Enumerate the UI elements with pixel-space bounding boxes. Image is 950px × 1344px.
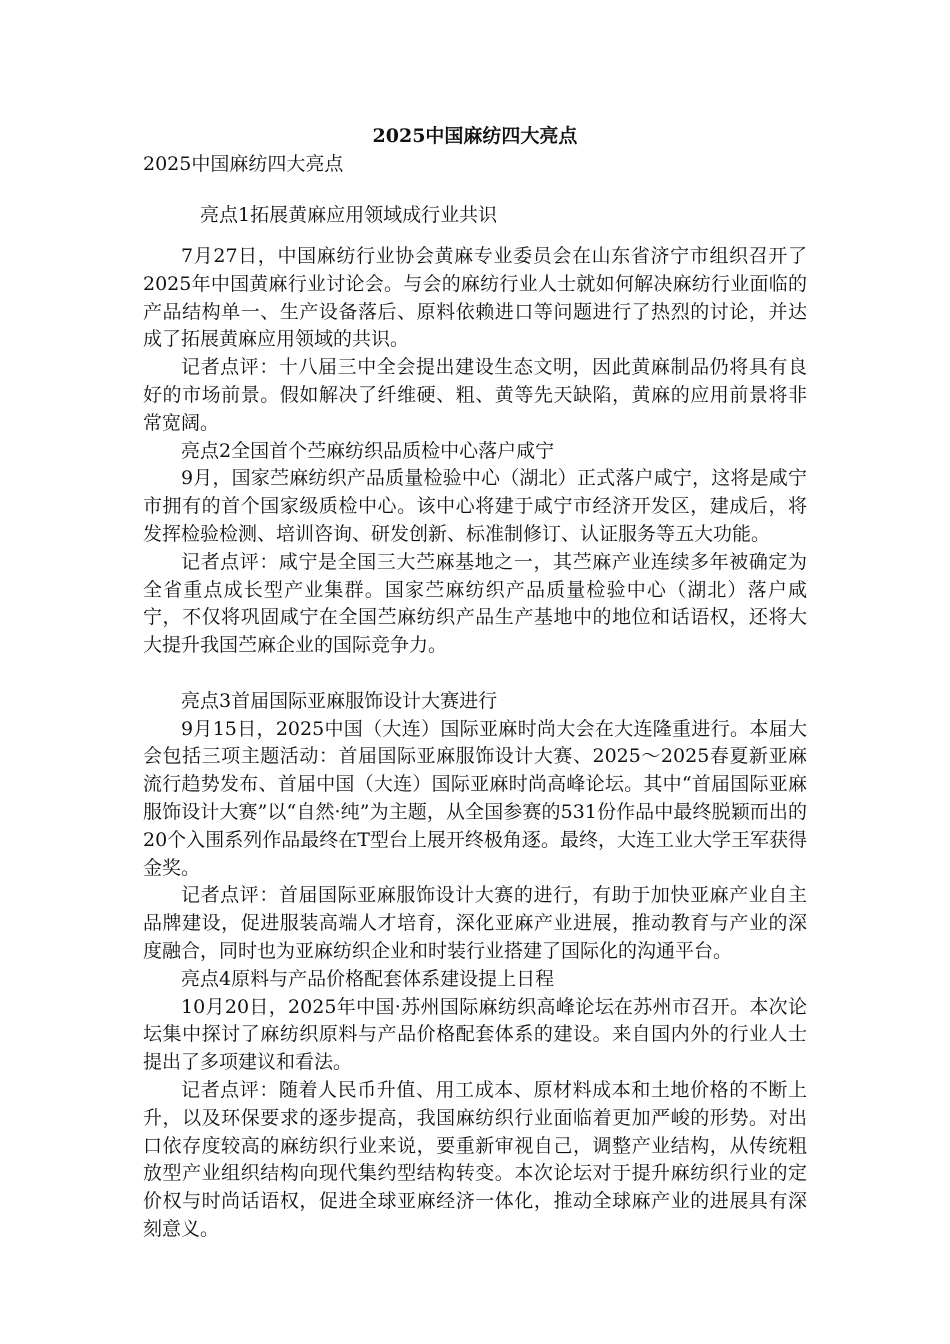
blank-line xyxy=(143,660,807,688)
section-4-news-paragraph: 10月20日，2025年中国·苏州国际麻纺织高峰论坛在苏州市召开。本次论坛集中探讨了麻纺织原料与产品价格配套体系的建设。来自国内外的行业人士提出了多项建议和看法。 xyxy=(143,995,807,1074)
section-1-heading: 亮点1拓展黄麻应用领域成行业共识 xyxy=(200,204,498,226)
section-4-comment-paragraph: 记者点评：随着人民币升值、用工成本、原材料成本和土地价格的不断上升，以及环保要求的逐步提高，我国麻纺织行业面临着更加严峻的形势。对出口依存度较高的麻纺织行业来说，要重新审视自己，调整产业结构，从传统粗放型产业组织结构向现代集约型结构转变。本次论坛对于提升麻纺织行业的定价权与时尚话语权，促进全球亚麻经济一体化，推动全球麻产业的进展具有深刻意义。 xyxy=(143,1078,807,1240)
section-4-heading: 亮点4原料与产品价格配套体系建设提上日程 xyxy=(181,967,555,990)
document-subtitle: 2025中国麻纺四大亮点 xyxy=(143,153,344,175)
section-1-news-paragraph: 7月27日，中国麻纺行业协会黄麻专业委员会在山东省济宁市组织召开了2025年中国黄麻行业讨论会。与会的麻纺行业人士就如何解决麻纺行业面临的产品结构单一、生产设备落后、原料依赖进口等问题进行了热烈的讨论，并达成了拓展黄麻应用领域的共识。 xyxy=(143,245,807,351)
section-2-heading: 亮点2全国首个苎麻纺织品质检中心落户咸宁 xyxy=(181,439,555,462)
section-3-comment-paragraph: 记者点评：首届国际亚麻服饰设计大赛的进行，有助于加快亚麻产业自主品牌建设，促进服装高端人才培育，深化亚麻产业进展，推动教育与产业的深度融合，同时也为亚麻纺织企业和时装行业搭建了国际化的沟通平台。 xyxy=(143,884,807,962)
section-3-news-paragraph: 9月15日，2025中国（大连）国际亚麻时尚大会在大连隆重进行。本届大会包括三项主题活动：首届国际亚麻服饰设计大赛、2025～2025春夏新亚麻流行趋势发布、首届中国（大连）国际亚麻时尚高峰论坛。其中“首届国际亚麻服饰设计大赛”以“自然·纯”为主题，从全国参赛的531份作品中最终脱颖而出的20个入围系列作品最终在T型台上展开终极角逐。最终，大连工业大学王军获得金奖。 xyxy=(143,717,807,879)
document-title: 2025中国麻纺四大亮点 xyxy=(372,125,578,147)
section-1-comment-paragraph: 记者点评：十八届三中全会提出建设生态文明，因此黄麻制品仍将具有良好的市场前景。假如解决了纤维硬、粗、黄等先天缺陷，黄麻的应用前景将非常宽阔。 xyxy=(143,356,807,434)
document-body xyxy=(143,243,807,1244)
section-3-heading: 亮点3首届国际亚麻服饰设计大赛进行 xyxy=(181,689,498,712)
section-2-news-paragraph: 9月，国家苎麻纺织产品质量检验中心（湖北）正式落户咸宁，这将是咸宁市拥有的首个国家级质检中心。该中心将建于咸宁市经济开发区，建成后，将发挥检验检测、培训咨询、研发创新、标准制修订、认证服务等五大功能。 xyxy=(143,467,807,545)
section-2-comment-paragraph: 记者点评：咸宁是全国三大苎麻基地之一，其苎麻产业连续多年被确定为全省重点成长型产业集群。国家苎麻纺织产品质量检验中心（湖北）落户咸宁，不仅将巩固咸宁在全国苎麻纺织产品生产基地中的地位和话语权，还将大大提升我国苎麻企业的国际竞争力。 xyxy=(143,550,807,657)
